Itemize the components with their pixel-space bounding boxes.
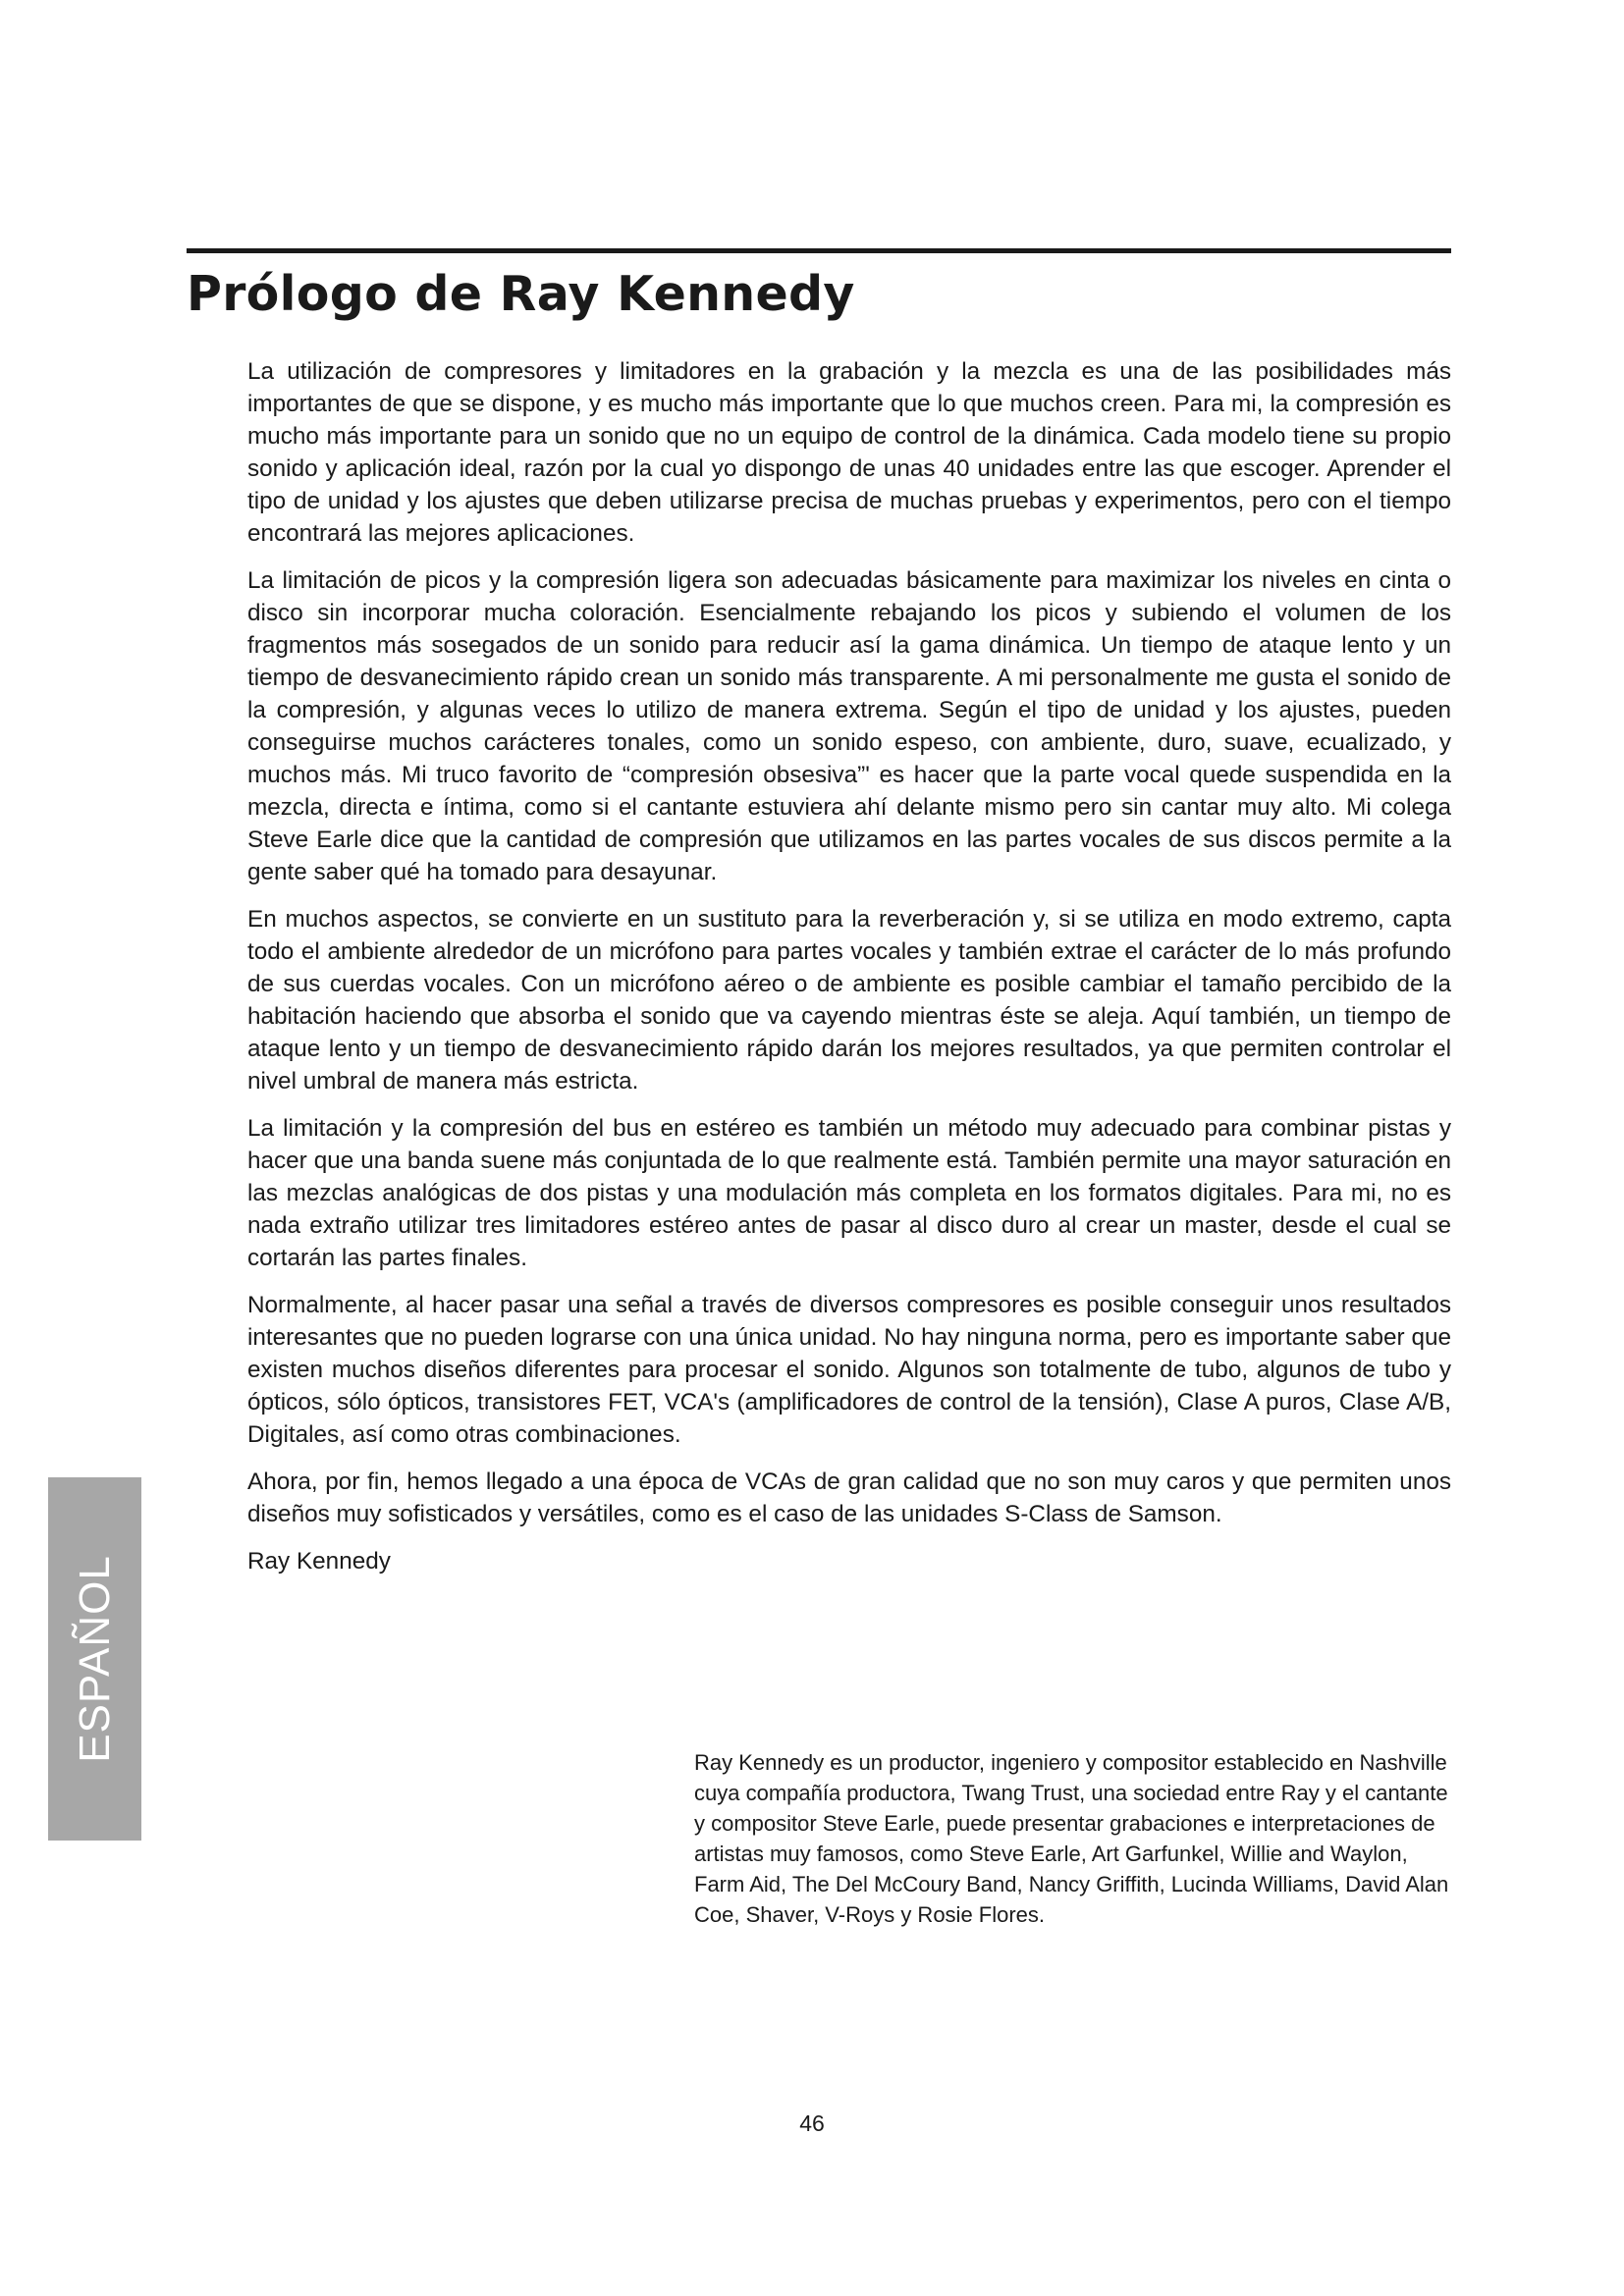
title-rule bbox=[187, 248, 1451, 253]
paragraph-1: La utilización de compresores y limitadores en la grabación y la mezcla es una de las posibilidades más importantes de que se dispone, y es mucho más importante que lo que muchos creen. Para mi, la compresión es mucho más importante para un sonido que no un equipo de control de la dinámica. Cada modelo tiene su propio sonido y aplicación ideal, razón por la cual yo dispongo de unas 40 unidades entre las que escoger. Aprender el tipo de unidad y los ajustes que deben utilizarse precisa de muchas pruebas y experimentos, pero con el tiempo encontrará las mejores aplicaciones. bbox=[247, 358, 1451, 547]
author-bio: Ray Kennedy es un productor, ingeniero y compositor establecido en Nashville cuya compañía productora, Twang Trust, una sociedad entre Ray y el cantante y compositor Steve Earle, puede presentar grabaciones e interpretaciones de artistas muy famosos, como Steve Earle, Art Garfunkel, Willie and Waylon, Farm Aid, The Del McCoury Band, Nancy Griffith, Lucinda Williams, David Alan Coe, Shaver, V-Roys y Rosie Flores. bbox=[694, 1750, 1449, 1927]
author-signature: Ray Kennedy bbox=[247, 1548, 391, 1575]
article-body bbox=[247, 355, 1451, 1577]
paragraph-4: La limitación y la compresión del bus en estéreo es también un método muy adecuado para combinar pistas y hacer que una banda suene más conjuntada de lo que realmente está. También permite una mayor saturación en las mezclas analógicas de dos pistas y una modulación más completa en los formatos digitales. Para mi, no es nada extraño utilizar tres limitadores estéreo antes de pasar al disco duro al crear un master, desde el cual se cortarán las partes finales. bbox=[247, 1115, 1451, 1271]
paragraph-5: Normalmente, al hacer pasar una señal a través de diversos compresores es posible conseguir unos resultados interesantes que no pueden lograrse con una única unidad. No hay ninguna norma, pero es importante saber que existen muchos diseños diferentes para procesar el sonido. Algunos son totalmente de tubo, algunos de tubo y ópticos, sólo ópticos, transistores FET, VCA's (amplificadores de control de la tensión), Clase A puros, Clase A/B, Digitales, así como otras combinaciones. bbox=[247, 1292, 1451, 1448]
page-title: Prólogo de Ray Kennedy bbox=[187, 266, 855, 322]
language-tab-label: ESPAÑOL bbox=[70, 1555, 119, 1763]
paragraph-3: En muchos aspectos, se convierte en un sustituto para la reverberación y, si se utiliza en modo extremo, capta todo el ambiente alrededor de un micrófono para partes vocales y también extrae el carácter de lo más profundo de sus cuerdas vocales. Con un micrófono aéreo o de ambiente es posible cambiar el tamaño percibido de la habitación haciendo que absorba el sonido que va cayendo mientras éste se aleja. Aquí también, un tiempo de ataque lento y un tiempo de desvanecimiento rápido darán los mejores resultados, ya que permiten controlar el nivel umbral de manera más estricta. bbox=[247, 906, 1451, 1095]
page-number: 46 bbox=[799, 2110, 825, 2136]
paragraph-2: La limitación de picos y la compresión ligera son adecuadas básicamente para maximizar los niveles en cinta o disco sin incorporar mucha coloración. Esencialmente rebajando los picos y subiendo el volumen de los fragmentos más sosegados de un sonido para reducir así la gama dinámica. Un tiempo de ataque lento y un tiempo de desvanecimiento rápido crean un sonido más transparente. A mi personalmente me gusta el sonido de la compresión, y algunas veces lo utilizo de manera extrema. Según el tipo de unidad y los ajustes, pueden conseguirse muchos carácteres tonales, como un sonido espeso, con ambiente, duro, suave, ecualizado, y muchos más. Mi truco favorito de “compresión obsesiva”' es hacer que la parte vocal quede suspendida en la mezcla, directa e íntima, como si el cantante estuviera ahí delante mismo pero sin cantar muy alto. Mi colega Steve Earle dice que la cantidad de compresión que utilizamos en las partes vocales de sus discos permite a la gente saber qué ha tomado para desayunar. bbox=[247, 567, 1451, 885]
paragraph-6: Ahora, por fin, hemos llegado a una época de VCAs de gran calidad que no son muy caros y que permiten unos diseños muy sofisticados y versátiles, como es el caso de las unidades S-Class de Samson. bbox=[247, 1468, 1451, 1527]
language-tab bbox=[48, 1477, 141, 1841]
